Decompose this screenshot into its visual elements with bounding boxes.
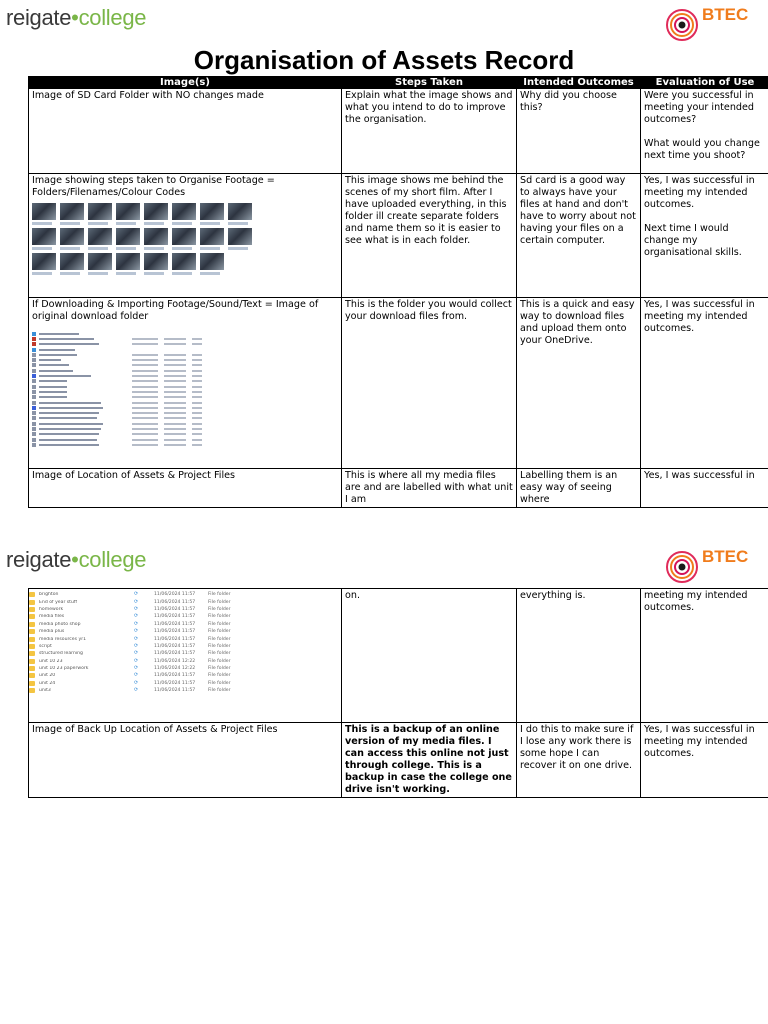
- header-images: Image(s): [29, 77, 342, 89]
- page-header: [0, 3, 768, 43]
- page-title: Organisation of Assets Record: [193, 45, 575, 75]
- assets-table-page2: [28, 588, 768, 798]
- folder-name: media photo shop: [39, 621, 81, 627]
- folder-name: unit 10 23 paperwork: [39, 666, 89, 672]
- folder-type: File folder: [208, 658, 231, 664]
- footage-thumbnail: [32, 203, 56, 226]
- footage-thumbnail: [200, 203, 224, 226]
- evaluation-cell: [641, 174, 768, 298]
- folder-type: File folder: [208, 606, 231, 612]
- folder-date: 11/06/2024 11:57: [154, 643, 196, 649]
- folder-type: File folder: [208, 614, 231, 620]
- sync-status-icon: ⟳: [134, 591, 139, 598]
- folder-row: [29, 635, 251, 642]
- sync-status-icon: ⟳: [134, 650, 139, 657]
- evaluation-text: Next time I would change my organisational skills.: [644, 223, 742, 258]
- outcomes-text: I do this to make sure if I lose any work there is some hope I can recover it on one drive.: [520, 724, 634, 771]
- outcomes-cell: [517, 469, 641, 508]
- footage-thumbnail: [116, 203, 140, 226]
- footage-thumbnail: [200, 228, 224, 251]
- footage-thumbnail: [88, 228, 112, 251]
- footage-thumbnail: [228, 228, 252, 251]
- folder-name: End of year stuff: [39, 599, 78, 605]
- outcomes-text: everything is.: [520, 590, 586, 601]
- folder-type: File folder: [208, 680, 231, 686]
- sync-status-icon: ⟳: [134, 635, 139, 642]
- folder-row: [29, 665, 251, 672]
- folder-icon: [29, 666, 35, 671]
- sync-status-icon: ⟳: [134, 665, 139, 672]
- steps-text: This image shows me behind the scenes of my short film. After I have uploaded everything, in this folder ill create separate folders and name them so it is easier to see what is in each folder.: [345, 175, 507, 246]
- folder-icon: [29, 673, 35, 678]
- footage-thumbnail: [116, 253, 140, 276]
- evaluation-text: meeting my intended outcomes.: [644, 590, 748, 613]
- folder-date: 11/06/2024 11:57: [154, 614, 196, 620]
- image-cell: [29, 298, 342, 469]
- btec-swirl-icon: [664, 546, 704, 584]
- folder-row: [29, 598, 251, 605]
- folder-date: 11/06/2024 11:57: [154, 636, 196, 642]
- image-description: Image of SD Card Folder with NO changes made: [32, 90, 264, 101]
- btec-swirl-icon: [664, 4, 704, 42]
- steps-cell: [342, 298, 517, 469]
- footage-thumbnail: [60, 253, 84, 276]
- table-row: [29, 89, 768, 174]
- folder-name: homework: [39, 606, 64, 612]
- sync-status-icon: ⟳: [134, 605, 139, 612]
- folder-row: [29, 613, 251, 620]
- folder-date: 11/06/2024 11:57: [154, 599, 196, 605]
- sync-status-icon: ⟳: [134, 687, 139, 694]
- sync-status-icon: ⟳: [134, 657, 139, 664]
- table-row: [29, 469, 768, 508]
- evaluation-text: Yes, I was successful in meeting my intended outcomes.: [644, 175, 755, 210]
- btec-logo: [664, 4, 756, 42]
- evaluation-cell: [641, 723, 768, 798]
- folder-date: 11/06/2024 12:22: [154, 658, 196, 664]
- sync-status-icon: ⟳: [134, 679, 139, 686]
- logo-text-reigate: reigate: [6, 5, 72, 30]
- sync-status-icon: ⟳: [134, 620, 139, 627]
- evaluation-cell: [641, 589, 768, 723]
- footage-thumbnail: [116, 228, 140, 251]
- footage-thumbnail: [60, 228, 84, 251]
- logo-dot: •: [71, 547, 79, 572]
- footage-thumbnail: [144, 203, 168, 226]
- logo-text-college: college: [78, 5, 147, 30]
- table-row: [29, 174, 768, 298]
- folder-type: File folder: [208, 688, 231, 694]
- evaluation-text: Yes, I was successful in meeting my intended outcomes.: [644, 724, 755, 759]
- folder-date: 11/06/2024 11:57: [154, 592, 196, 598]
- btec-label: BTEC: [702, 5, 749, 24]
- image-cell: [29, 723, 342, 798]
- steps-text: This is the folder you would collect your download files from.: [345, 299, 512, 322]
- table-row: [29, 298, 768, 469]
- logo-text-reigate: reigate: [6, 547, 72, 572]
- footage-thumbnail-grid: [32, 203, 338, 276]
- sync-status-icon: ⟳: [134, 613, 139, 620]
- header-steps-taken: Steps Taken: [342, 77, 517, 89]
- sync-status-icon: ⟳: [134, 598, 139, 605]
- image-cell: [29, 174, 342, 298]
- folder-icon: [29, 688, 35, 693]
- folder-name: structured learning: [39, 651, 83, 657]
- folder-type: File folder: [208, 636, 231, 642]
- folder-row: [29, 591, 251, 598]
- folder-type: File folder: [208, 651, 231, 657]
- evaluation-text: Yes, I was successful in: [644, 470, 755, 481]
- footage-thumbnail: [144, 253, 168, 276]
- footage-thumbnail: [32, 228, 56, 251]
- header-evaluation-of-use: Evaluation of Use: [641, 77, 768, 89]
- footage-thumbnail: [172, 253, 196, 276]
- image-description: If Downloading & Importing Footage/Sound/Text = Image of original download folder: [32, 299, 319, 322]
- table-header-row: [29, 77, 768, 89]
- outcomes-cell: [517, 298, 641, 469]
- folder-type: File folder: [208, 673, 231, 679]
- sync-status-icon: ⟳: [134, 672, 139, 679]
- folder-type: File folder: [208, 599, 231, 605]
- evaluation-text: Were you successful in meeting your intended outcomes?: [644, 90, 754, 125]
- footage-thumbnail: [144, 228, 168, 251]
- footage-thumbnail: [172, 203, 196, 226]
- folder-row: [29, 643, 251, 650]
- folder-type: File folder: [208, 666, 231, 672]
- footage-thumbnail: [32, 253, 56, 276]
- steps-cell: [342, 469, 517, 508]
- outcomes-text: Sd card is a good way to always have your files at hand and don't have to worry about not having your files on a certain computer.: [520, 175, 636, 246]
- steps-cell: [342, 723, 517, 798]
- folder-type: File folder: [208, 629, 231, 635]
- folder-date: 11/06/2024 11:57: [154, 629, 196, 635]
- folder-icon: [29, 681, 35, 686]
- footage-thumbnail: [200, 253, 224, 276]
- image-description: Image of Back Up Location of Assets & Project Files: [32, 724, 278, 735]
- steps-text: on.: [345, 590, 360, 601]
- footage-thumbnail: [172, 228, 196, 251]
- folder-name: brighton: [39, 592, 59, 598]
- folder-row: [29, 621, 251, 628]
- sync-status-icon: ⟳: [134, 628, 139, 635]
- image-cell: [29, 89, 342, 174]
- folder-icon: [29, 614, 35, 619]
- evaluation-cell: [641, 89, 768, 174]
- folder-date: 11/06/2024 11:57: [154, 673, 196, 679]
- folder-row: [29, 672, 251, 679]
- folder-icon: [29, 629, 35, 634]
- logo-dot: •: [71, 5, 79, 30]
- outcomes-cell: [517, 174, 641, 298]
- folder-icon: [29, 659, 35, 664]
- folder-row: [29, 687, 251, 694]
- folder-name: media plus: [39, 629, 65, 635]
- evaluation-text: Yes, I was successful in meeting my intended outcomes.: [644, 299, 755, 334]
- steps-text: This is a backup of an online version of my media files. I can access this online not just through college. This is a backup in case the college one drive isn't working.: [345, 724, 512, 795]
- sync-status-icon: ⟳: [134, 642, 139, 649]
- folder-row: [29, 658, 251, 665]
- folder-name: unit3: [39, 688, 51, 694]
- btec-label: BTEC: [702, 547, 749, 566]
- folder-row: [29, 680, 251, 687]
- btec-logo: [664, 546, 756, 584]
- page-header-2: [0, 545, 768, 585]
- outcomes-text: This is a quick and easy way to download files and upload them onto your OneDrive.: [520, 299, 635, 346]
- folder-type: File folder: [208, 643, 231, 649]
- steps-cell: [342, 174, 517, 298]
- steps-text: Explain what the image shows and what you intend to do to improve the organisation.: [345, 90, 513, 125]
- evaluation-cell: [641, 298, 768, 469]
- folder-row: [29, 650, 251, 657]
- folder-type: File folder: [208, 621, 231, 627]
- table-row: [29, 589, 768, 723]
- outcomes-cell: [517, 89, 641, 174]
- folder-name: script: [39, 643, 52, 649]
- download-folder-screenshot: [32, 331, 202, 448]
- folder-date: 11/06/2024 11:57: [154, 680, 196, 686]
- footage-thumbnail: [88, 253, 112, 276]
- evaluation-cell: [641, 469, 768, 508]
- image-description: Image of Location of Assets & Project Files: [32, 470, 236, 481]
- folder-date: 11/06/2024 11:57: [154, 651, 196, 657]
- header-intended-outcomes: Intended Outcomes: [517, 77, 641, 89]
- image-description: Image showing steps taken to Organise Footage = Folders/Filenames/Colour Codes: [32, 175, 275, 198]
- folder-icon: [29, 592, 35, 597]
- footage-thumbnail: [88, 203, 112, 226]
- folder-name: unit 10 23: [39, 658, 63, 664]
- steps-text: This is where all my media files are and are labelled with what unit I am: [345, 470, 513, 505]
- outcomes-cell: [517, 723, 641, 798]
- folder-name: media files: [39, 614, 65, 620]
- folder-type: File folder: [208, 592, 231, 598]
- steps-cell: [342, 589, 517, 723]
- assets-table-page1: [28, 76, 768, 508]
- folder-date: 11/06/2024 11:57: [154, 688, 196, 694]
- folder-date: 11/06/2024 12:22: [154, 666, 196, 672]
- folder-name: media resources yr1: [39, 636, 87, 642]
- footage-thumbnail: [60, 203, 84, 226]
- logo-text-college: college: [78, 547, 147, 572]
- outcomes-text: Labelling them is an easy way of seeing where: [520, 470, 618, 505]
- footage-thumbnail: [228, 203, 252, 226]
- folder-date: 11/06/2024 11:57: [154, 621, 196, 627]
- folder-row: [29, 606, 251, 613]
- folder-row: [29, 628, 251, 635]
- outcomes-text: Why did you choose this?: [520, 90, 617, 113]
- reigate-college-logo: [6, 5, 146, 31]
- reigate-college-logo: [6, 547, 146, 573]
- folder-icon: [29, 600, 35, 605]
- folder-icon: [29, 644, 35, 649]
- assets-folder-screenshot: [29, 589, 251, 694]
- folder-date: 11/06/2024 11:57: [154, 606, 196, 612]
- folder-icon: [29, 607, 35, 612]
- folder-icon: [29, 637, 35, 642]
- folder-icon: [29, 651, 35, 656]
- steps-cell: [342, 89, 517, 174]
- folder-icon: [29, 622, 35, 627]
- evaluation-text: What would you change next time you shoot?: [644, 138, 760, 161]
- outcomes-cell: [517, 589, 641, 723]
- image-cell: [29, 589, 342, 723]
- image-cell: [29, 469, 342, 508]
- table-row: [29, 723, 768, 798]
- folder-name: unit 24: [39, 680, 56, 686]
- folder-name: unit 20: [39, 673, 56, 679]
